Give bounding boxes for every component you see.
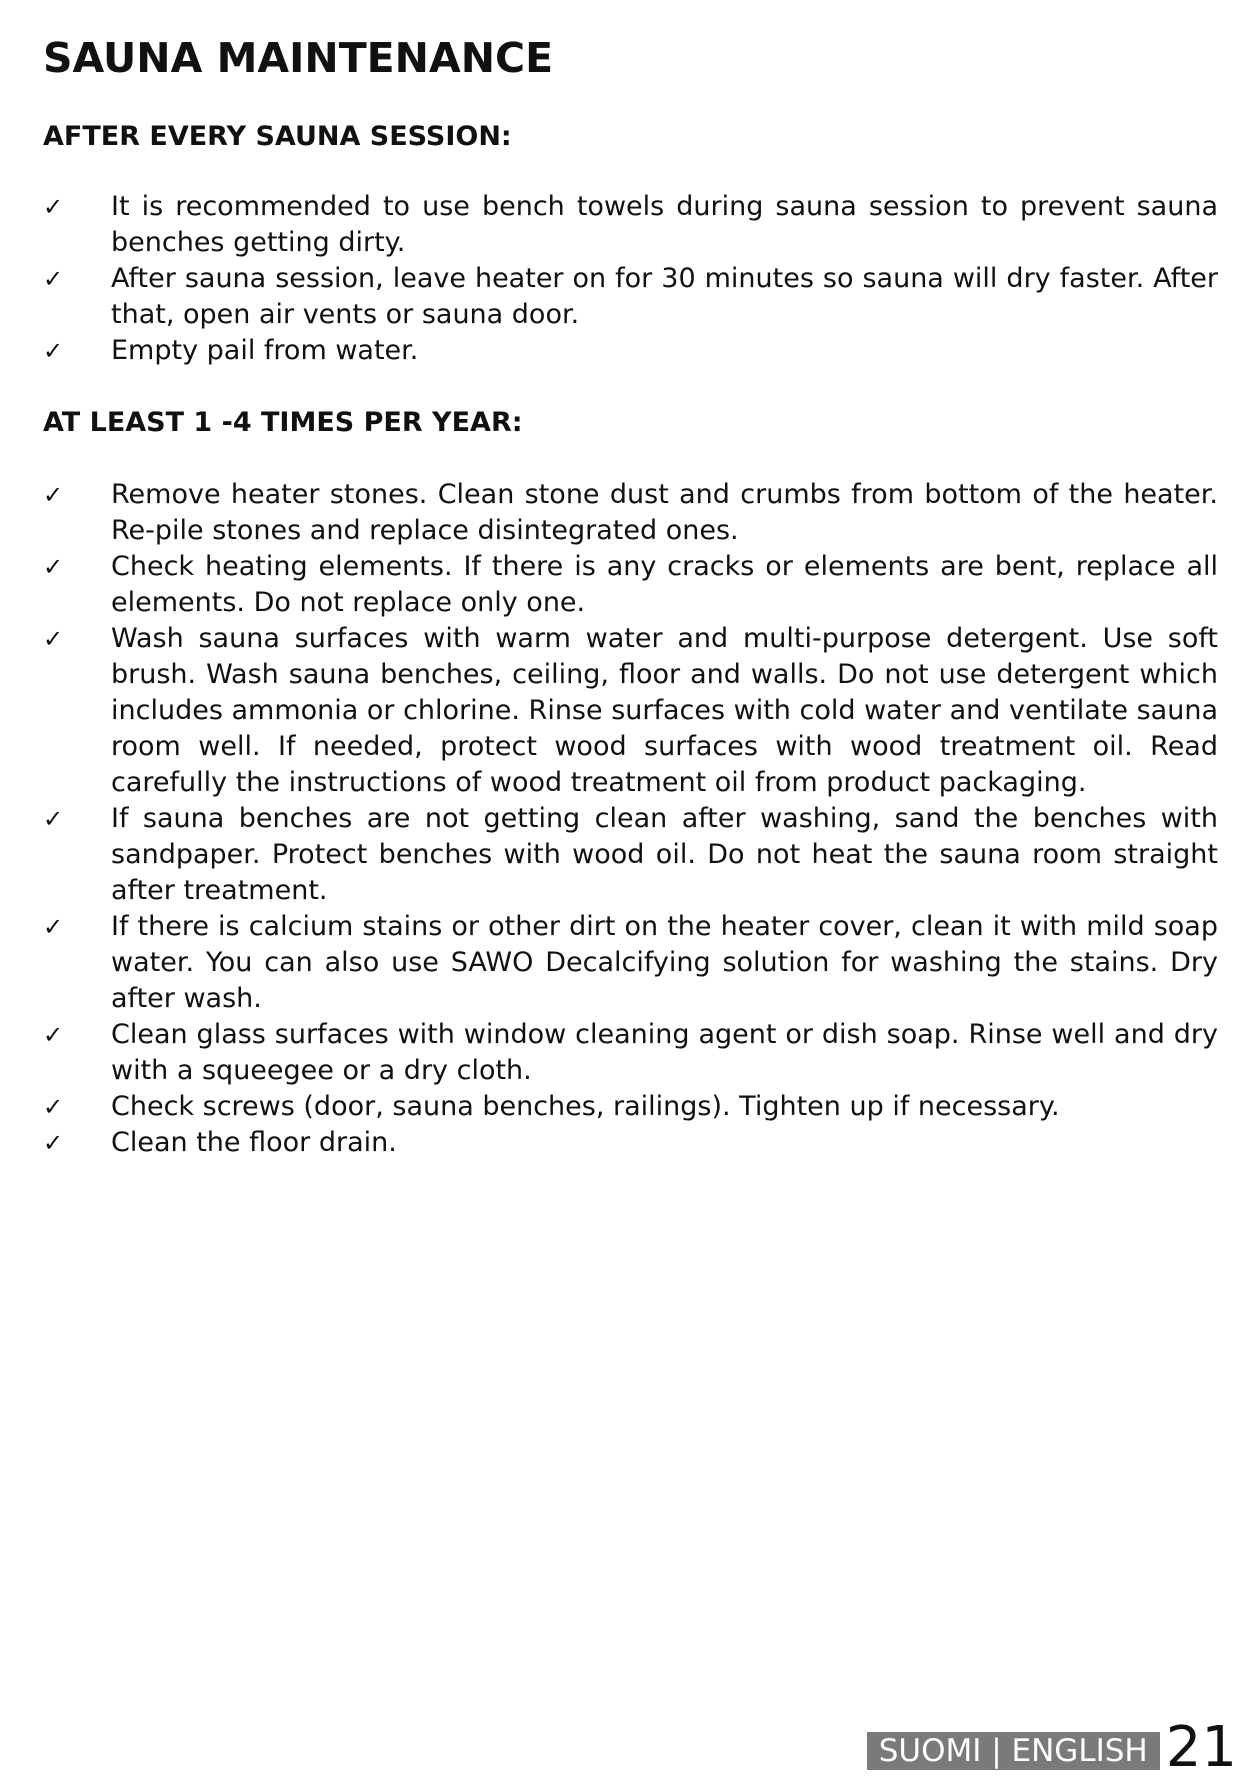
list-item-text: It is recommended to use bench towels during sauna session to prevent sauna benches getting dirty. (111, 191, 1218, 258)
list-item (43, 801, 1218, 909)
checkmark-icon: ✓ (43, 1129, 64, 1157)
checkmark-icon: ✓ (43, 193, 64, 221)
list-item (43, 549, 1218, 621)
list-item-text: After sauna session, leave heater on for 30 minutes so sauna will dry faster. After that, open air vents or sauna door. (111, 263, 1218, 330)
list-item-text: Remove heater stones. Clean stone dust and crumbs from bottom of the heater. Re-pile stones and replace disintegrated ones. (111, 479, 1218, 546)
language-label: SUOMI | ENGLISH (867, 1732, 1160, 1770)
checkmark-icon: ✓ (43, 265, 64, 293)
list-item-text: Wash sauna surfaces with warm water and multi-purpose detergent. Use soft brush. Wash sauna benches, ceiling, floor and walls. Do not use detergent which includes ammonia or chlorine. Rinse surfaces with cold water and ventilate sauna room well. If needed, protect wood surfaces with wood treatment oil. Read carefully the instructions of wood treatment oil from product packaging. (111, 623, 1218, 798)
list-item (43, 1089, 1218, 1125)
checkmark-icon: ✓ (43, 805, 64, 833)
list-item-text: Clean glass surfaces with window cleaning agent or dish soap. Rinse well and dry with a squeegee or a dry cloth. (111, 1019, 1218, 1086)
list-item (43, 621, 1218, 801)
after-session-list (43, 189, 1218, 369)
section-heading-after-session: AFTER EVERY SAUNA SESSION: (43, 121, 512, 152)
list-item (43, 1017, 1218, 1089)
page-title: SAUNA MAINTENANCE (43, 34, 554, 82)
list-item-text: If sauna benches are not getting clean after washing, sand the benches with sandpaper. Protect benches with wood oil. Do not heat the sauna room straight after treatment. (111, 803, 1218, 906)
section-heading-yearly: AT LEAST 1 -4 TIMES PER YEAR: (43, 407, 523, 438)
checkmark-icon: ✓ (43, 553, 64, 581)
list-item-text: Empty pail from water. (111, 335, 419, 366)
list-item (43, 909, 1218, 1017)
list-item-text: Check heating elements. If there is any cracks or elements are bent, replace all elements. Do not replace only one. (111, 551, 1218, 618)
checkmark-icon: ✓ (43, 1021, 64, 1049)
checkmark-icon: ✓ (43, 1093, 64, 1121)
checkmark-icon: ✓ (43, 337, 64, 365)
list-item-text: If there is calcium stains or other dirt on the heater cover, clean it with mild soap water. You can also use SAWO Decalcifying solution for washing the stains. Dry after wash. (111, 911, 1218, 1014)
checkmark-icon: ✓ (43, 481, 64, 509)
yearly-list (43, 477, 1218, 1161)
checkmark-icon: ✓ (43, 625, 64, 653)
list-item-text: Clean the floor drain. (111, 1127, 397, 1158)
page-number: 21 (1165, 1715, 1237, 1780)
list-item (43, 189, 1218, 261)
list-item (43, 477, 1218, 549)
list-item (43, 1125, 1218, 1161)
list-item (43, 261, 1218, 333)
page-footer (867, 1715, 1237, 1780)
list-item (43, 333, 1218, 369)
checkmark-icon: ✓ (43, 913, 64, 941)
list-item-text: Check screws (door, sauna benches, railings). Tighten up if necessary. (111, 1091, 1060, 1122)
